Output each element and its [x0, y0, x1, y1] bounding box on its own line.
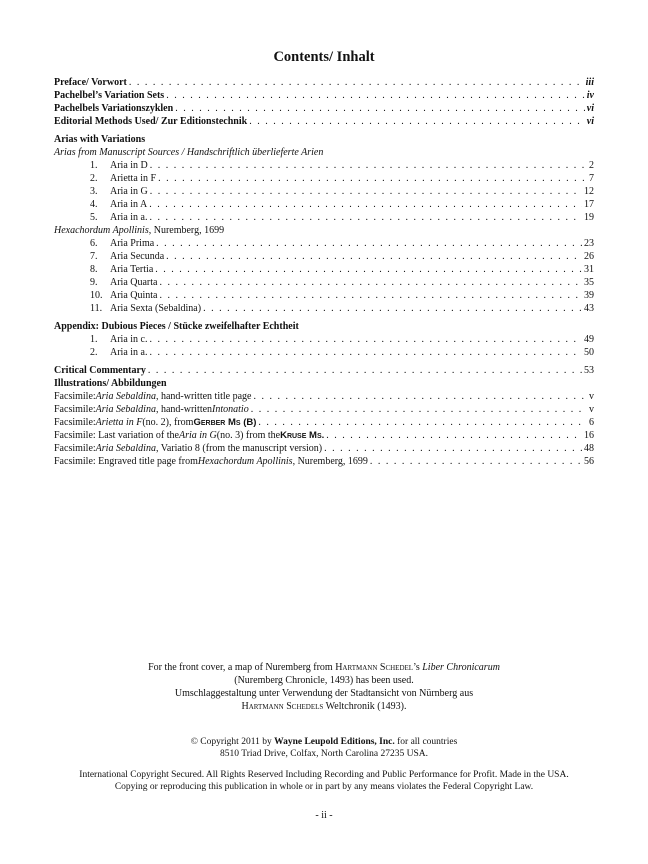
- toc-entry: 10. Aria Quinta . . . 39: [54, 289, 594, 302]
- facsimile-list: [54, 390, 594, 468]
- toc-entry: Pachelbels Variationszyklen . . . vi: [54, 102, 594, 115]
- toc-entry: 9. Aria Quarta . . . 35: [54, 276, 594, 289]
- toc-entry: Editorial Methods Used/ Zur Editionstechnik . . . vi: [54, 115, 594, 128]
- hexachordum-list: [54, 237, 594, 315]
- front-matter-list: [54, 76, 594, 128]
- table-of-contents: [54, 76, 594, 468]
- toc-entry: Preface/ Vorwort . . . iii: [54, 76, 594, 89]
- toc-entry: 4. Aria in A . . . 17: [54, 198, 594, 211]
- facsimile-entry: Facsimile: Aria Sebaldina , hand-written title page . . . v: [54, 390, 594, 403]
- toc-entry: 11. Aria Sexta (Sebaldina) . . . 43: [54, 302, 594, 315]
- appendix-heading: Appendix: Dubious Pieces / Stücke zweifelhafter Echtheit: [54, 321, 299, 332]
- arias-heading: Arias with Variations: [54, 134, 146, 145]
- appendix-list: [54, 333, 594, 359]
- facsimile-entry: Facsimile: Aria Sebaldina , hand-written Intonatio . . . v: [54, 403, 594, 416]
- page-number: - ii -: [315, 810, 333, 821]
- toc-entry: 2. Arietta in F . . . 7: [54, 172, 594, 185]
- illustrations-heading: Illustrations/ Abbildungen: [54, 378, 167, 389]
- critical-commentary-entry: Critical Commentary . . . 53: [54, 364, 594, 377]
- toc-entry: 7. Aria Secunda . . . 26: [54, 250, 594, 263]
- toc-entry: Pachelbel’s Variation Sets . . . iv: [54, 89, 594, 102]
- facsimile-entry: Facsimile: Engraved title page from Hexachordum Apollinis , Nuremberg, 1699 . . . 56: [54, 455, 594, 468]
- toc-entry: 5. Aria in a. . . . 19: [54, 211, 594, 224]
- manuscript-list: [54, 159, 594, 224]
- facsimile-entry: Facsimile: Aria Sebaldina , Variatio 8 (from the manuscript version) . . . 48: [54, 442, 594, 455]
- toc-entry: 3. Aria in G . . . 12: [54, 185, 594, 198]
- facsimile-entry: Facsimile: Last variation of the Aria in G (no. 3) from the Kruse Ms. . . . 16: [54, 429, 594, 442]
- hexachordum-heading: Hexachordum Apollinis, Nuremberg, 1699: [54, 225, 225, 236]
- manuscript-heading: Arias from Manuscript Sources / Handschriftlich überlieferte Arien: [54, 147, 324, 158]
- toc-entry: 1. Aria in D . . . 2: [54, 159, 594, 172]
- legal-notice: International Copyright Secured. All Rights Reserved Including Recording and Public Performance for Profit. Made in the USA. Copying or reproducing this publication in whole or in part by any means violates the Federal Copyright Law.: [79, 770, 569, 792]
- facsimile-entry: Facsimile: Arietta in F (no. 2), from Gerber Ms (B) . . . 6: [54, 416, 594, 429]
- toc-entry: 8. Aria Tertia . . . 31: [54, 263, 594, 276]
- toc-entry: 2. Aria in a. . . . 50: [54, 346, 594, 359]
- toc-entry: 6. Aria Prima . . . 23: [54, 237, 594, 250]
- copyright-notice: © Copyright 2011 by Wayne Leupold Editions, Inc. for all countries 8510 Triad Drive, Colfax, North Carolina 27235 USA.: [190, 737, 458, 759]
- cover-note: For the front cover, a map of Nuremberg from Hartmann Schedel’s Liber Chronicarum (Nuremberg Chronicle, 1493) has been used. Umschlaggestaltung unter Verwendung der Stadtansicht von Nürnberg aus Hartmann Schedels Weltchronik (1493).: [148, 662, 500, 712]
- toc-entry: 1. Aria in c. . . . 49: [54, 333, 594, 346]
- page-title: Contents/ Inhalt: [273, 49, 375, 65]
